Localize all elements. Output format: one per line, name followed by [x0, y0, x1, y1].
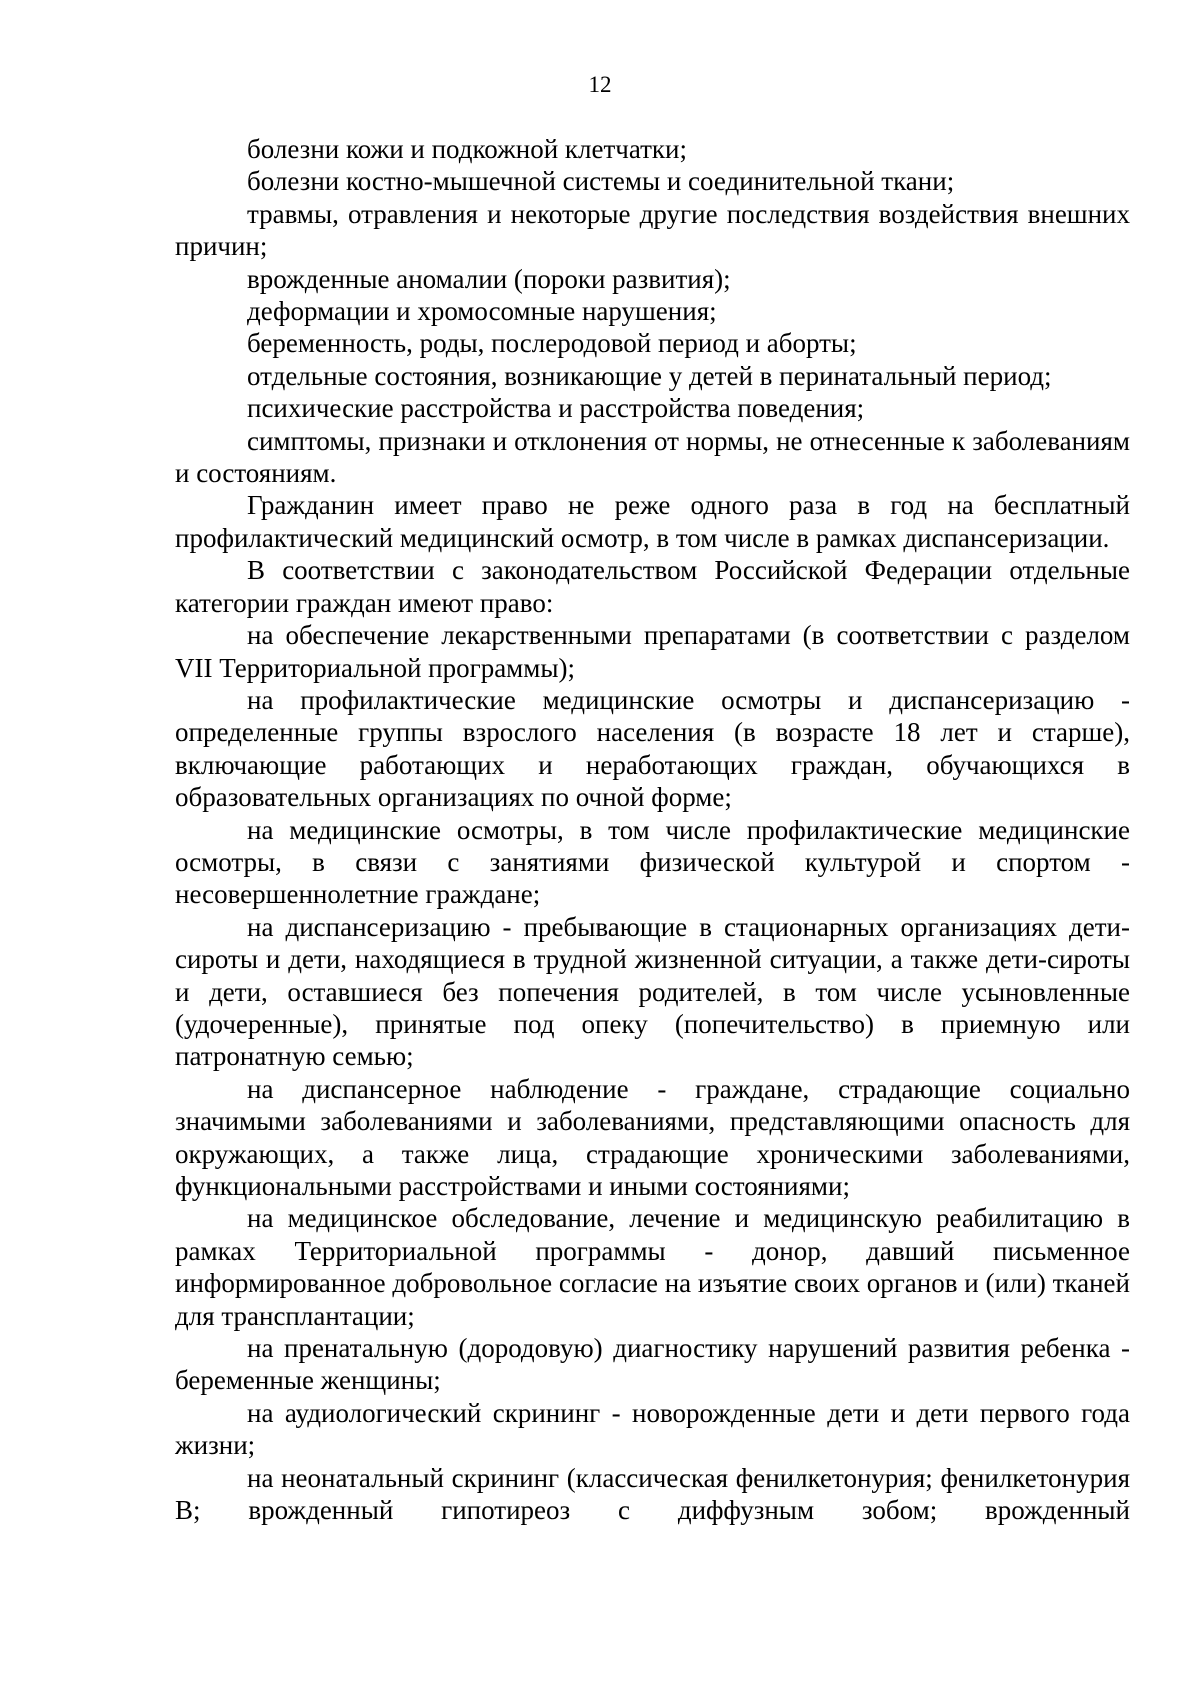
paragraph: на неонатальный скрининг (классическая фенилкетонурия; фенилкетонурия В; врожденный гипотиреоз с диффузным зобом; врожденный — [175, 1462, 1130, 1526]
paragraph: на обеспечение лекарственными препаратами (в соответствии с разделом VII Территориальной программы); — [175, 620, 1130, 683]
paragraph: деформации и хромосомные нарушения; — [247, 296, 717, 327]
paragraph: на диспансеризацию - пребывающие в стационарных организациях дети-сироты и дети, находящиеся в трудной жизненной ситуации, а также дети-сироты и дети, оставшиеся без попечения родителей, в том числе усыновленные (удочеренные), принятые под опеку (попечительство) в приемную или патронатную семью; — [175, 911, 1130, 1072]
body-text — [175, 133, 1130, 1526]
paragraph: Гражданин имеет право не реже одного раза в год на бесплатный профилактический медицинский осмотр, в том числе в рамках диспансеризации. — [175, 490, 1130, 553]
page-number: 12 — [588, 72, 612, 97]
paragraph: беременность, роды, послеродовой период и аборты; — [247, 328, 857, 359]
paragraph: врожденные аномалии (пороки развития); — [247, 263, 731, 294]
paragraph: психические расстройства и расстройства поведения; — [247, 393, 865, 424]
paragraph: травмы, отравления и некоторые другие последствия воздействия внешних причин; — [175, 198, 1130, 262]
paragraph: В соответствии с законодательством Российской Федерации отдельные категории граждан имеют право: — [175, 555, 1130, 618]
paragraph: на диспансерное наблюдение - граждане, страдающие социально значимыми заболеваниями и заболеваниями, представляющими опасность для окружающих, а также лица, страдающие хроническими заболеваниями, функциональными расстройствами и иными состояниями; — [175, 1073, 1130, 1201]
paragraph: симптомы, признаки и отклонения от нормы, не отнесенные к заболеваниям и состояниям. — [175, 425, 1130, 489]
paragraph: на медицинское обследование, лечение и медицинскую реабилитацию в рамках Территориальной программы - донор, давший письменное информированное добровольное согласие на изъятие своих органов и (или) тканей для трансплантации; — [175, 1203, 1130, 1331]
paragraph: болезни кожи и подкожной клетчатки; — [247, 134, 688, 164]
paragraph: на аудиологический скрининг - новорожденные дети и дети первого года жизни; — [175, 1397, 1130, 1461]
paragraph: на профилактические медицинские осмотры и диспансеризацию - определенные группы взрослого населения (в возрасте 18 лет и старше), включающие работающих и неработающих граждан, обучающихся в образовательных организациях по очной форме; — [175, 684, 1130, 813]
paragraph: отдельные состояния, возникающие у детей в перинатальный период; — [247, 360, 1052, 391]
paragraph: болезни костно-мышечной системы и соединительной ткани; — [247, 166, 955, 197]
paragraph: на пренатальную (дородовую) диагностику нарушений развития ребенка - беременные женщины; — [175, 1333, 1130, 1396]
paragraph: на медицинские осмотры, в том числе профилактические медицинские осмотры, в связи с занятиями физической культурой и спортом - несовершеннолетние граждане; — [175, 814, 1130, 910]
